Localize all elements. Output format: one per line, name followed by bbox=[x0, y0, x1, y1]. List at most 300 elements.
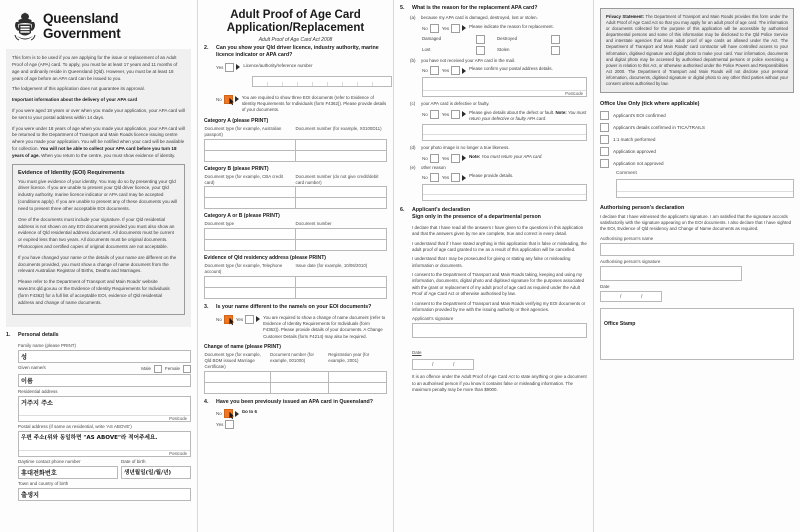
category-b-col2-header: Document number (do not give credit/debit card number) bbox=[295, 173, 379, 185]
column-three bbox=[394, 0, 594, 532]
cell-input[interactable] bbox=[296, 150, 387, 161]
column-two bbox=[198, 0, 394, 532]
column-four bbox=[594, 0, 800, 532]
q5b-answer-row bbox=[422, 66, 587, 75]
given-names-input[interactable] bbox=[18, 374, 191, 387]
q4-no-group[interactable] bbox=[216, 409, 239, 418]
q5d-yes-label: Yes bbox=[441, 155, 450, 161]
given-names-label-row bbox=[18, 365, 191, 373]
authorising-signature-label: Authorising person's signature bbox=[600, 258, 661, 264]
date-slash-1: / bbox=[432, 362, 434, 369]
q5b-no-group[interactable] bbox=[422, 66, 439, 75]
q2-licence-number-input[interactable] bbox=[252, 74, 387, 92]
cell-input[interactable] bbox=[296, 288, 387, 299]
phone-label: Daytime contact phone number bbox=[18, 459, 81, 465]
category-b-col1-header: Document type (for example, CBA credit card) bbox=[204, 173, 283, 185]
q4-yes-checkbox[interactable] bbox=[225, 420, 234, 429]
change-of-name-table bbox=[204, 352, 387, 394]
category-b-heading: Category B (please PRINT) bbox=[204, 165, 269, 172]
postal-postcode-label: Postcode bbox=[169, 451, 187, 457]
q5c-yes-text bbox=[469, 110, 587, 123]
q2-yes-text: Licence/authority/reference number bbox=[243, 62, 313, 68]
section-6-title: Applicant's declaration bbox=[412, 207, 471, 214]
table-row bbox=[205, 198, 387, 209]
section-2-title: Can you show your Qld driver licence, industry authority, marine licence indicator or APA card? bbox=[216, 44, 379, 59]
office-not-approved-checkbox[interactable] bbox=[600, 159, 609, 168]
q5b-yes-label: Yes bbox=[441, 68, 450, 74]
eoi-requirements-box bbox=[12, 164, 185, 316]
q5b-yes-arrow-icon bbox=[462, 68, 466, 74]
residential-postcode-label: Postcode bbox=[169, 415, 187, 421]
office-comment-label: Comment bbox=[616, 171, 637, 177]
applicant-signature-input[interactable] bbox=[412, 323, 587, 338]
given-names-label: Given name/s bbox=[18, 365, 46, 371]
q5d-yes-arrow-icon bbox=[462, 155, 466, 161]
q5a-row bbox=[410, 15, 587, 21]
q5a-no-group[interactable] bbox=[422, 24, 439, 33]
residency-evidence-heading: Evidence of Qld residency address (please PRINT) bbox=[204, 255, 327, 262]
residency-col2-header: Issue date (for example, 10/06/2010) bbox=[295, 263, 368, 269]
q5b-letter: (b) bbox=[410, 57, 416, 63]
q5e-no-checkbox[interactable] bbox=[430, 173, 439, 182]
q5c-yes-arrow-icon bbox=[462, 111, 466, 117]
q5c-no-checkbox[interactable] bbox=[430, 110, 439, 119]
queensland-government-masthead bbox=[12, 11, 191, 41]
q5c-yes-group[interactable] bbox=[442, 110, 466, 119]
authorising-date-input[interactable] bbox=[600, 291, 662, 302]
q4-no-row bbox=[216, 409, 387, 418]
male-checkbox[interactable] bbox=[154, 365, 162, 373]
q3-yes-checkbox[interactable] bbox=[245, 315, 254, 324]
q5e-text: other reason bbox=[421, 164, 446, 170]
q5a-no-label: No bbox=[422, 25, 428, 31]
office-match-checkbox[interactable] bbox=[600, 135, 609, 144]
male-label: Male bbox=[141, 366, 151, 372]
q5d-yes-group[interactable] bbox=[442, 154, 466, 163]
office-check-approved[interactable] bbox=[600, 147, 794, 156]
cell-input[interactable] bbox=[205, 371, 271, 382]
q4-no-goto-text: Go to 6 bbox=[241, 409, 257, 415]
table-row bbox=[205, 229, 387, 240]
office-check-tica-trails[interactable] bbox=[600, 123, 794, 132]
cell-input[interactable] bbox=[205, 187, 296, 198]
table-header-row bbox=[205, 174, 387, 187]
q5e-yes-checkbox[interactable] bbox=[451, 173, 460, 182]
q4-yes-group[interactable] bbox=[216, 420, 234, 429]
privacy-statement-box bbox=[600, 8, 794, 93]
q3-answers bbox=[216, 315, 387, 341]
authorising-name-input[interactable] bbox=[600, 243, 794, 256]
q2-answers bbox=[216, 63, 387, 114]
change-of-name-col3-header: Registration year (for example, 2001) bbox=[328, 352, 370, 364]
q5d-note-bold: Note: bbox=[469, 153, 481, 159]
brand-name bbox=[43, 11, 121, 41]
intro-block bbox=[6, 49, 191, 327]
q5a-lost-checkbox[interactable] bbox=[476, 46, 485, 55]
section-6-number: 6. bbox=[400, 207, 405, 214]
female-label: Female bbox=[164, 366, 180, 372]
q3-yes-text: You are required to show a change of name document (refer to Evidence of Identity Requirements for Individuals (form F4362)). Please provide details of your documents. A Change Customer Details (form F4214) may also be required. bbox=[263, 314, 386, 339]
licence-number-boxes[interactable] bbox=[252, 76, 392, 87]
q5c-details-input[interactable] bbox=[422, 124, 587, 141]
section-2-number: 2. bbox=[204, 44, 209, 51]
eoi-paragraph-1: You must give evidence of your identity. You may do so by presenting your Qld driver licence. If you are unable to present your Qld driver licence, your Qld industry authority, marine licence indicator or APA card may be accepted (conditions apply). If you are unable to present any of these documents you will need to present three other acceptable EOI documents. bbox=[18, 178, 178, 211]
q5d-yes-checkbox[interactable] bbox=[451, 154, 460, 163]
authorising-date-label: Date bbox=[600, 283, 610, 289]
q5d-no-group[interactable] bbox=[422, 154, 439, 163]
table-row bbox=[205, 277, 387, 288]
cell-input[interactable] bbox=[296, 277, 387, 288]
office-use-heading: Office Use Only (tick where applicable) bbox=[600, 101, 700, 108]
family-name-input[interactable] bbox=[18, 350, 191, 363]
q6-paragraph-2: I understand that if I have stated anything in this application that is false or misleading, the adult proof of age card granted to me as a result of this application will be cancelled. bbox=[412, 240, 587, 252]
q5c-yes-text-b: You must return your defective or faulty APA card. bbox=[469, 109, 587, 121]
category-a-table bbox=[204, 126, 387, 162]
eoi-heading: Evidence of Identity (EOI) Requirements bbox=[18, 169, 125, 176]
office-approved-checkbox[interactable] bbox=[600, 147, 609, 156]
applicant-signature-label: Applicant's signature bbox=[412, 316, 454, 322]
postal-address-value: 우편 주소(위와 동일하면 "AS ABOVE"라 적어주세요. bbox=[21, 435, 158, 442]
postal-address-label: Postal address (if same as residential, write 'AS ABOVE') bbox=[18, 423, 132, 429]
cell-input[interactable] bbox=[205, 139, 296, 150]
q5c-no-label: No bbox=[422, 111, 428, 117]
q5b-text: you have not received your APA card in the mail. bbox=[421, 57, 516, 63]
office-comment-group bbox=[616, 171, 794, 197]
table-row bbox=[205, 382, 387, 393]
q5c-answer-row bbox=[422, 110, 587, 123]
change-of-name-col1-header: Document type (for example, Qld BDM issued Marriage Certificate) bbox=[204, 352, 261, 370]
q2-no-label: No bbox=[216, 96, 222, 102]
cell-input[interactable] bbox=[270, 382, 328, 393]
privacy-label: Privacy Statement: bbox=[606, 14, 645, 19]
q6-paragraph-5: I consent to the Department of Transport and Main Roads verifying my EOI documents or information provided by me with the issuing authority or their agencies. bbox=[412, 300, 586, 312]
category-ab-table bbox=[204, 221, 387, 251]
phone-input[interactable] bbox=[18, 466, 118, 479]
category-ab-heading: Category A or B (please PRINT) bbox=[204, 213, 280, 220]
section-q2 bbox=[204, 45, 387, 60]
intro-p4-a: If you were under 18 years of age when you made your application, your APA card will be returned to the Department of Transport and Main Roads licence issuing centre where you made your application. You will be notified when your card will be available for collection. bbox=[12, 125, 185, 152]
section-3-number: 3. bbox=[204, 304, 209, 311]
female-checkbox[interactable] bbox=[183, 365, 191, 373]
q4-no-arrow-icon bbox=[235, 411, 239, 417]
q5e-no-group[interactable] bbox=[422, 173, 439, 182]
q4-answers bbox=[216, 409, 387, 429]
phone-value: 휴대전화번호 bbox=[21, 470, 57, 478]
category-a-col2-header: Document number (for example, X0100D11) bbox=[295, 125, 382, 131]
q6-paragraph-4: I consent to the Department of Transport and Main Roads taking, keeping and using my information, documents, digital photo and digitised signature for the purposes associated with the grant or replacement of my adult proof of age card as required under the Adult Proof of Age Card Act or otherwise authorised by law. bbox=[412, 272, 585, 297]
office-not-approved-label: Application not approved bbox=[613, 161, 664, 167]
intro-paragraph-2: The lodgement of this application does not guarantee its approval. bbox=[12, 86, 145, 92]
family-name-value: 성 bbox=[21, 353, 27, 361]
section-5-title: What is the reason for the replacement APA card? bbox=[412, 5, 538, 11]
q2-yes-label: Yes bbox=[216, 64, 224, 70]
office-match-label: 1:1 match performed bbox=[613, 137, 656, 143]
office-check-eoi-confirmed[interactable] bbox=[600, 111, 794, 120]
q5c-note-bold: Note: bbox=[555, 109, 567, 115]
section-personal-details bbox=[6, 332, 191, 339]
cell-input[interactable] bbox=[296, 229, 387, 240]
table-header-row bbox=[205, 126, 387, 139]
q4-no-checkbox[interactable] bbox=[224, 409, 233, 418]
column-left bbox=[0, 0, 198, 532]
intro-paragraph-3: If you were aged 18 years or over when you made your application, your APA card will be sent to your postal address within 14 days. bbox=[12, 107, 185, 120]
eoi-paragraph-3: If you have changed your name or the details of your name are different on the documents provided, you must show a change of name document from the relevant Australian Registrar of Births, Deaths and Marriages. bbox=[18, 254, 177, 274]
dob-input[interactable] bbox=[121, 466, 191, 479]
q5b-row bbox=[410, 58, 587, 64]
q5a-answer-row bbox=[422, 24, 587, 33]
date-slash-1: / bbox=[620, 293, 622, 300]
q5a-text: because my APA card is damaged, destroyed, lost or stolen. bbox=[421, 15, 538, 21]
form-title bbox=[204, 9, 387, 43]
q5a-yes-checkbox[interactable] bbox=[451, 24, 460, 33]
office-stamp-box[interactable] bbox=[600, 308, 794, 360]
mouse-cursor-icon bbox=[229, 97, 234, 106]
q5c-no-group[interactable] bbox=[422, 110, 439, 119]
q5a-lost-label: Lost bbox=[422, 47, 431, 53]
cell-input[interactable] bbox=[205, 198, 296, 209]
q6-declaration-body bbox=[412, 225, 587, 394]
cell-input[interactable] bbox=[296, 187, 387, 198]
office-eoi-checkbox[interactable] bbox=[600, 111, 609, 120]
phone-dob-label-row bbox=[18, 459, 191, 466]
birthplace-value: 출생지 bbox=[21, 492, 39, 500]
birthplace-label: Town and country of birth bbox=[18, 481, 69, 487]
q5e-row bbox=[410, 165, 587, 171]
residency-col1-header: Document type (for example, Telephone account) bbox=[204, 263, 283, 275]
cell-input[interactable] bbox=[328, 382, 386, 393]
family-name-label: Family name (please PRINT) bbox=[18, 342, 77, 348]
authorising-signature-input[interactable] bbox=[600, 266, 742, 281]
q5d-no-label: No bbox=[422, 155, 428, 161]
change-of-name-heading: Change of name (please PRINT) bbox=[204, 344, 281, 351]
q5a-stolen-label: Stolen bbox=[497, 47, 510, 53]
cell-input[interactable] bbox=[205, 277, 296, 288]
q3-answer-row bbox=[216, 315, 387, 341]
office-tica-label: Applicant's details confirmed in TICA/TRAILS bbox=[613, 125, 705, 131]
sex-selectors bbox=[141, 365, 191, 373]
q5a-destroyed-checkbox[interactable] bbox=[551, 35, 560, 44]
q4-yes-row bbox=[216, 420, 387, 429]
q5a-letter: (a) bbox=[410, 15, 416, 21]
table-header-row bbox=[205, 263, 387, 276]
table-row bbox=[205, 150, 387, 161]
residential-divider bbox=[19, 415, 190, 416]
cell-input[interactable] bbox=[328, 371, 386, 382]
applicant-date-label: Date bbox=[412, 350, 422, 356]
change-of-name-col2-header: Document number (for example, 001000) bbox=[270, 352, 314, 364]
q5e-yes-label: Yes bbox=[441, 175, 450, 181]
q5b-yes-text: Please confirm your postal address details. bbox=[469, 66, 553, 72]
section-5-number: 5. bbox=[400, 5, 405, 11]
q3-yes-arrow-icon bbox=[256, 316, 260, 322]
q5d-no-checkbox[interactable] bbox=[430, 154, 439, 163]
eoi-paragraph-4: Please refer to the Department of Transport and Main Roads' website www.tmr.qld.gov.au or the Evidence of Identity Requirements for Individuals (form F4362) for a full list of acceptable EOI, evidence of Qld residential address and change of name documents. bbox=[18, 279, 170, 305]
section-q3 bbox=[204, 304, 387, 311]
table-header-row bbox=[205, 221, 387, 228]
q5e-answer-row bbox=[422, 173, 587, 182]
q5b-divider bbox=[423, 90, 586, 91]
q5a-no-checkbox[interactable] bbox=[430, 24, 439, 33]
q5a-yes-group[interactable] bbox=[442, 24, 466, 33]
personal-details-fields bbox=[18, 343, 191, 501]
q6-penalty-text: It is an offence under the Adult Proof of Age Card Act to state anything or give a document to an authorised person if you know it contains false or misleading information. The maximum penalty may be more than $9000. bbox=[412, 374, 587, 393]
form-title-line-1: Adult Proof of Age Card bbox=[230, 9, 361, 21]
q5a-yes-arrow-icon bbox=[462, 25, 466, 31]
section-1-title: Personal details bbox=[18, 332, 59, 339]
cell-input[interactable] bbox=[205, 382, 271, 393]
office-eoi-label: Applicant's EOI confirmed bbox=[613, 113, 666, 119]
office-approved-label: Application approved bbox=[613, 149, 656, 155]
q5e-letter: (e) bbox=[410, 164, 416, 170]
phone-dob-input-row bbox=[18, 466, 191, 481]
table-header-row bbox=[205, 352, 387, 371]
q5d-row bbox=[410, 145, 587, 151]
q5e-details-input[interactable] bbox=[422, 184, 587, 201]
q2-no-text: You are required to show three EOI documents (refer to Evidence of Identity Requirements for Individuals (form F4362)). Please provide details of your documents. bbox=[241, 94, 387, 113]
q5a-damaged-checkbox[interactable] bbox=[476, 35, 485, 44]
q5c-row bbox=[410, 101, 587, 107]
form-act-subtitle: Adult Proof of Age Card Act 2008 bbox=[258, 36, 333, 43]
mouse-cursor-icon bbox=[229, 317, 234, 326]
category-ab-col1-header: Document type bbox=[204, 221, 235, 227]
q6-paragraph-1: I declare that I have read all the answers I have given to the questions in this application and that the answers given by me are complete, true and correct in every detail. bbox=[412, 224, 584, 237]
authorising-name-label: Authorising person's name bbox=[600, 235, 654, 241]
intro-paragraph-4 bbox=[12, 126, 185, 160]
q5a-destroyed-label: Destroyed bbox=[497, 36, 518, 42]
table-row bbox=[205, 187, 387, 198]
cell-input[interactable] bbox=[205, 288, 296, 299]
section-3-title: Is your name different to the name/s on your EOI documents? bbox=[216, 304, 372, 311]
q5a-damaged-destroyed-row bbox=[422, 35, 587, 44]
residential-address-value: 거주지 주소 bbox=[21, 399, 54, 407]
q3-yes-group[interactable] bbox=[236, 315, 260, 324]
q5c-yes-label: Yes bbox=[441, 111, 450, 117]
q5b-no-label: No bbox=[422, 68, 428, 74]
cell-input[interactable] bbox=[205, 150, 296, 161]
form-title-line-2: Application/Replacement bbox=[226, 21, 365, 34]
coat-of-arms-icon bbox=[12, 11, 38, 41]
q2-no-group[interactable] bbox=[216, 95, 239, 104]
q5c-letter: (c) bbox=[410, 101, 416, 107]
q3-yes-label: Yes bbox=[235, 316, 244, 322]
cell-input[interactable] bbox=[296, 240, 387, 251]
q5d-letter: (d) bbox=[410, 145, 416, 151]
brand-line-2: Government bbox=[43, 26, 121, 42]
table-row bbox=[205, 240, 387, 251]
q2-yes-row bbox=[216, 63, 387, 72]
intro-delivery-heading: Important information about the delivery of your APA card bbox=[12, 97, 138, 103]
office-check-match-performed[interactable] bbox=[600, 135, 794, 144]
q4-yes-label: Yes bbox=[216, 422, 224, 428]
cell-input[interactable] bbox=[205, 240, 296, 251]
q5c-text: your APA card is defective or faulty. bbox=[421, 101, 490, 107]
cell-input[interactable] bbox=[296, 139, 387, 150]
q5c-divider bbox=[423, 134, 586, 135]
q5c-yes-checkbox[interactable] bbox=[451, 110, 460, 119]
category-a-col1-header: Document type (for example, Australian passport) bbox=[204, 125, 282, 137]
cell-input[interactable] bbox=[296, 198, 387, 209]
office-check-not-approved[interactable] bbox=[600, 159, 794, 168]
q5a-yes-label: Yes bbox=[441, 25, 450, 31]
table-row bbox=[205, 288, 387, 299]
q5b-postal-address-input[interactable] bbox=[422, 77, 587, 97]
cell-input[interactable] bbox=[205, 229, 296, 240]
q2-yes-group[interactable] bbox=[216, 63, 240, 72]
dob-label: Date of birth bbox=[121, 459, 146, 465]
q5b-no-checkbox[interactable] bbox=[430, 66, 439, 75]
postal-divider bbox=[19, 450, 190, 451]
q6-paragraph-3: I understand that I may be prosecuted for giving or stating any false or misleading information or documents. bbox=[412, 256, 571, 268]
q5e-yes-arrow-icon bbox=[462, 175, 466, 181]
q2-no-checkbox[interactable] bbox=[224, 95, 233, 104]
q3-no-group[interactable] bbox=[216, 315, 233, 324]
q3-no-checkbox[interactable] bbox=[224, 315, 233, 324]
q5d-text: your photo image is no longer a true likeness. bbox=[421, 145, 510, 151]
intro-paragraph-1: This form is to be used if you are applying for the issue or replacement of an Adult Proof of Age (APA) card. To apply, you must be at least 17 years and 11 months of age and ordinarily reside in Queensland (Qld). However, you must be at least 18 years of age before an APA card can be issued to you. bbox=[12, 55, 178, 81]
authorising-declaration-heading: Authorising person's declaration bbox=[600, 204, 685, 211]
q5b-yes-checkbox[interactable] bbox=[451, 66, 460, 75]
birthplace-input[interactable] bbox=[18, 488, 191, 501]
q5b-yes-group[interactable] bbox=[442, 66, 466, 75]
section-4-number: 4. bbox=[204, 398, 209, 405]
section-4-title: Have you been previously issued an APA card in Queensland? bbox=[216, 398, 373, 405]
mouse-cursor-icon bbox=[229, 411, 234, 420]
q5a-damaged-label: Damaged bbox=[422, 36, 442, 42]
q5d-answer-row bbox=[422, 154, 587, 163]
q5a-yes-text: Please indicate the reason for replacement. bbox=[469, 23, 554, 29]
date-slash-2: / bbox=[453, 362, 455, 369]
dob-value: 생년월일(일/월/년) bbox=[124, 470, 172, 477]
q5d-note-text: You must return your APA card. bbox=[480, 153, 543, 159]
office-tica-checkbox[interactable] bbox=[600, 123, 609, 132]
q5e-divider bbox=[423, 194, 586, 195]
q5c-yes-text-a: Please give details about the defect or fault. bbox=[469, 109, 556, 115]
q2-yes-checkbox[interactable] bbox=[225, 63, 234, 72]
office-comment-divider bbox=[617, 191, 793, 192]
privacy-text bbox=[606, 14, 788, 87]
q2-no-arrow-icon bbox=[235, 96, 239, 102]
residential-address-input[interactable] bbox=[18, 396, 191, 422]
postal-address-input[interactable] bbox=[18, 431, 191, 457]
category-a-heading: Category A (please PRINT) bbox=[204, 117, 269, 124]
table-row bbox=[205, 371, 387, 382]
q4-no-label: No bbox=[216, 411, 222, 417]
residency-evidence-table bbox=[204, 263, 387, 299]
section-1-number: 1. bbox=[6, 332, 11, 339]
q5a-lost-stolen-row bbox=[422, 46, 587, 55]
intro-p4-bold: You will not be able to collect your APA card before you turn 18 years of age. bbox=[12, 146, 177, 158]
q5a-stolen-checkbox[interactable] bbox=[551, 46, 560, 55]
section-q5 bbox=[400, 5, 587, 12]
intro-p4-c: When you return to the centre, you must show evidence of identity. bbox=[39, 152, 176, 158]
q5e-yes-group[interactable] bbox=[442, 173, 466, 182]
q5e-yes-text: Please provide details. bbox=[469, 173, 514, 179]
category-b-table bbox=[204, 174, 387, 210]
cell-input[interactable] bbox=[270, 371, 328, 382]
category-ab-col2-header: Document number bbox=[295, 221, 332, 227]
section-q6 bbox=[400, 207, 587, 222]
applicant-date-input[interactable] bbox=[412, 359, 474, 370]
q5e-no-label: No bbox=[422, 175, 428, 181]
section-6-subtitle: Sign only in the presence of a departmental person bbox=[412, 214, 541, 221]
q5b-postcode-label: Postcode bbox=[565, 91, 583, 97]
section-q4 bbox=[204, 399, 387, 406]
eoi-paragraph-2: One of the documents must include your signature. If your Qld residential address is not shown on any EOI documents provided you must also show an evidence of Qld residential address document. All documents must be current or expired less than two years. All documents must be original documents. Photocopies and certified copies of original documents are not acceptable. bbox=[18, 216, 175, 249]
given-names-value: 이름 bbox=[21, 377, 33, 385]
residential-address-label: Residential address bbox=[18, 388, 58, 394]
office-comment-input[interactable] bbox=[616, 179, 794, 198]
q5d-yes-text bbox=[469, 154, 587, 160]
